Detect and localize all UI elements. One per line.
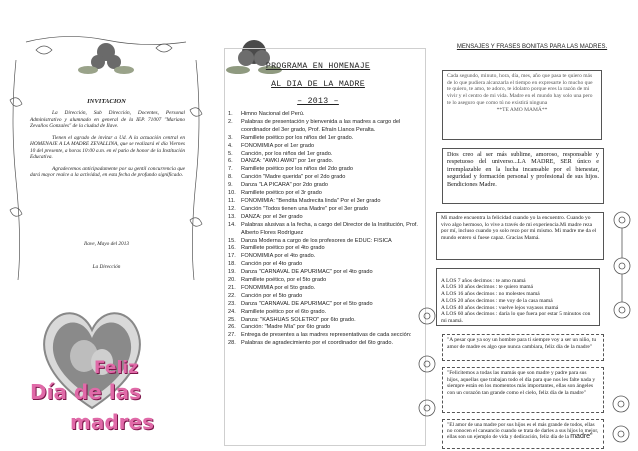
program-item-number: 22. <box>228 292 236 299</box>
program-item <box>228 182 418 190</box>
program-list <box>228 111 418 348</box>
message-text: "A pesar que ya soy un hombre para ti siempre voy a ser un niño, tu amor de madre es algo que nunca cambiara, feliz día de la madre" <box>447 337 597 350</box>
invitation-paragraph: La Dirección, Sub Dirección, Docentes, Personal Administrativo y alumnado en general de la IEP. 71007 "Mariano Zevallos Gonzales" de la ciudad de Ilave. <box>30 110 185 129</box>
program-item-text: Danza "CARNAVAL DE APURIMAC" por el 5to grado <box>241 300 373 307</box>
banner-feliz: Feliz <box>94 358 139 378</box>
program-item-text: DANZA: "AWKI AWKI" por 1er grado. <box>241 158 334 165</box>
message-box-1 <box>442 70 602 140</box>
message-box-3 <box>436 212 604 260</box>
program-item-number: 18. <box>228 261 236 268</box>
program-item-text: Danza "CARNAVAL DE APURIMAC" por el 4to grado <box>241 269 373 276</box>
message-text: Mi madre encuentra la felicidad cuando yo la encuentro. Cuando yo vivo algo hermoso, lo vive a través de mi experiencia.Mi madre reza por mí, incluso cuando yo solo rezo por mi mismo. Mi madre me da el mundo entero si fuese capaz. Gracias Mamá. <box>441 215 597 242</box>
program-item-text: Entrega de presentes a las madres representativas de cada sección: <box>241 332 412 339</box>
message-text-end: madre" <box>570 433 593 441</box>
program-item-number: 2. <box>228 118 233 125</box>
program-item <box>228 190 418 198</box>
program-item-text: Ramillete poético por el 4to grado <box>241 245 325 252</box>
program-item <box>228 332 418 340</box>
program-item <box>228 261 418 269</box>
flower-vine-icon <box>606 390 636 448</box>
program-title-line2: AL DIA DE LA MADRE <box>271 80 365 89</box>
program-item-number: 5. <box>228 150 233 157</box>
program-item <box>228 285 418 293</box>
program-item <box>228 151 418 159</box>
program-item-text: Ramillete poético por el 3r grado <box>241 190 322 197</box>
program-item <box>228 253 418 261</box>
program-item <box>228 174 418 182</box>
program-item-number: 13. <box>228 213 236 220</box>
program-item-text: Himno Nacional del Perú. <box>241 111 305 117</box>
invitation-paragraph: Agradecemos anticipadamente por su gentil concurrencia que dará mayor realce a la actividad, en esta fecha de profundo significado. <box>30 165 185 178</box>
message-box-2 <box>442 148 604 204</box>
invitation-body <box>30 110 185 184</box>
program-item-text: DANZA: por el 3er grado <box>241 213 303 220</box>
program-item-number: 10. <box>228 190 236 197</box>
program-item-text: Canción "Todos tienen una Madre" por el 3er grado <box>241 205 369 212</box>
program-item-number: 9. <box>228 182 233 189</box>
message-text: Dios creo al ser más sublime, amoroso, responsable y respetuoso del universo...LA MADRE, SER único e irremplazable en la lucha incansable por el bienestar, seguridad y formación personal y profesional de sus hijos. Bendiciones Madre. <box>447 151 599 188</box>
message-text: "El amor de una madre por sus hijos es el más grande de todos, ellas no conocen el cansancio cuando se trata de darles a sus hijos lo mejor, ellas son un ejemplo de vida y dedicación, feliz día de la <box>447 422 599 441</box>
program-item-text: Palabras alusivas a la fecha, a cargo del Director de la Institución, Prof. Alberto Flores Rodríguez <box>241 221 418 236</box>
program-title-line1: PROGRAMA EN HOMENAJE <box>265 62 371 71</box>
program-item-number: 20. <box>228 277 236 284</box>
program-item-number: 16. <box>228 245 236 252</box>
program-item-number: 24. <box>228 308 236 315</box>
flower-vine-icon <box>412 300 442 420</box>
program-item-text: FONOMIMIA: "Bendita Madrecita linda" Por el 3er grado <box>241 197 381 204</box>
program-item <box>228 317 418 325</box>
program-item <box>228 222 418 238</box>
program-item-text: Ramillete poético por los niños del 1er grado. <box>241 134 354 141</box>
program-item-text: Canción, por los niños del 1er grado. <box>241 150 333 157</box>
program-item-number: 17. <box>228 253 236 260</box>
invitation-date: Ilave, Mayo del 2013 <box>83 241 129 247</box>
messages-title: MENSAJES Y FRASES BONITAS PARA LAS MADRES. <box>456 44 608 50</box>
program-item-number: 6. <box>228 158 233 165</box>
program-item-text: Ramillete poético por el 6to grado. <box>241 308 327 315</box>
program-item <box>228 269 418 277</box>
program-item <box>228 143 418 151</box>
message-box-4 <box>436 268 600 326</box>
program-item-text: Canción "Madre querida" por el 2do grado <box>241 174 346 181</box>
message-text-end: **TE AMO MAMÁ** <box>496 106 548 113</box>
message-box-7 <box>442 419 604 449</box>
program-item-text: FONOMIMIA por el 4to grado. <box>241 253 316 260</box>
invitation-title: INVITACION <box>87 98 126 105</box>
program-item <box>228 158 418 166</box>
program-item-text: FONOMIMIA por el 1er grado <box>241 142 315 149</box>
program-item <box>228 301 418 309</box>
program-item <box>228 340 418 348</box>
message-text: Cada segundo, minuto, hora, día, mes, año que pasa te quiero más de lo que pudiera alcanzarla el tiempo en expresarte lo mucho que te quiero, te amo, te adoro, te idolatro porque eres la razón de mi vivir y el centro de mi vida. Madre en el mundo hay solo una pero te lo aseguro que como tú no existirá ninguna <box>447 73 593 106</box>
program-item <box>228 206 418 214</box>
banner-madres: madres <box>70 410 154 434</box>
program-item-number: 3. <box>228 134 233 141</box>
program-item <box>228 309 418 317</box>
invitation-signature: La Dirección <box>92 264 121 270</box>
message-box-6 <box>442 367 604 413</box>
program-item-text: Danza "LA PICARA" por 2do grado <box>241 182 328 189</box>
program-item <box>228 111 418 119</box>
program-item-number: 25. <box>228 316 236 323</box>
program-item <box>228 198 418 206</box>
program-item <box>228 245 418 253</box>
program-item-text: Palabras de agradecimiento por el coordinador del 6to grado. <box>241 340 394 347</box>
program-item-number: 28. <box>228 340 236 347</box>
message-box-5 <box>442 334 604 361</box>
program-item-number: 8. <box>228 174 233 181</box>
program-item-text: Danza Moderna a cargo de los profesores de EDUC: FISICA <box>241 237 392 244</box>
program-item-number: 26. <box>228 324 236 331</box>
program-item <box>228 238 418 246</box>
program-item-number: 15. <box>228 237 236 244</box>
invitation-paragraph: Tienen el agrado de invitar a Ud. A la actuación central en HOMENAJE A LA MADRE ZEVALLINA, que se realizará el día Viernes 10 del presente, a horas 10:00 a.m. en el patio de honor de la Institución Educativa. <box>30 134 185 160</box>
program-item <box>228 166 418 174</box>
message-text: "Felicitemos a todas las mamás que son madre y padre para sus hijos, aquellas que trabajan todo el día para que nos les falte nada y siempre están en los momentos más importantes, ellas son ángeles con un corazón tan grande como el cielo, feliz día de la madre" <box>447 370 596 397</box>
program-item-number: 23. <box>228 300 236 307</box>
program-item-number: 4. <box>228 142 233 149</box>
banner-dia: Día de las <box>30 380 142 404</box>
program-item-number: 14. <box>228 221 236 228</box>
program-item-text: Palabras de presentación y bienvenida a las madres a cargo del coordinador del 3er grado, Prof. Efraín Llanos Peralta. <box>241 118 401 133</box>
program-item-number: 1. <box>228 111 233 117</box>
program-item-text: FONOMIMIA por el 5to grado. <box>241 284 316 291</box>
program-title-line3: – 2013 – <box>297 97 339 106</box>
left-panel <box>0 0 213 451</box>
program-item <box>228 119 418 135</box>
program-item <box>228 214 418 222</box>
message-text: A LOS 7 años decimos : te amo mamá A LOS 10 años decimos : te quiero mamá A LOS 16 años decimos : no molestes mamá A LOS 20 años decimos : me voy de la casa mamá A LOS 40 años decimos : vuelve lejos vayasss mamá A LOS 60 años decimos : daría lo que fuera por estar 5 minutos con mi mamá. <box>441 277 591 324</box>
program-item-number: 11. <box>228 197 236 204</box>
program-item <box>228 324 418 332</box>
program-item <box>228 293 418 301</box>
program-item-text: Ramillete poético, por el 5to grado <box>241 277 327 284</box>
program-item-text: Canción por el 5to grado <box>241 292 303 299</box>
program-item-number: 21. <box>228 284 236 291</box>
program-item-text: Canción por el 4to grado <box>241 261 303 268</box>
program-item-number: 19. <box>228 269 236 276</box>
program-item-number: 27. <box>228 332 236 339</box>
flower-vine-icon <box>608 206 636 326</box>
program-item-number: 7. <box>228 166 233 173</box>
program-item-number: 12. <box>228 205 236 212</box>
program-item-text: Canción: "Madre Mía" por 6to grado <box>241 324 331 331</box>
program-item-text: Ramillete poético por los niños del 2do grado <box>241 166 353 173</box>
program-item <box>228 135 418 143</box>
program-item-text: Danza: "KASHUAS SOLETRO" por 6to grado. <box>241 316 356 323</box>
program-item <box>228 277 418 285</box>
